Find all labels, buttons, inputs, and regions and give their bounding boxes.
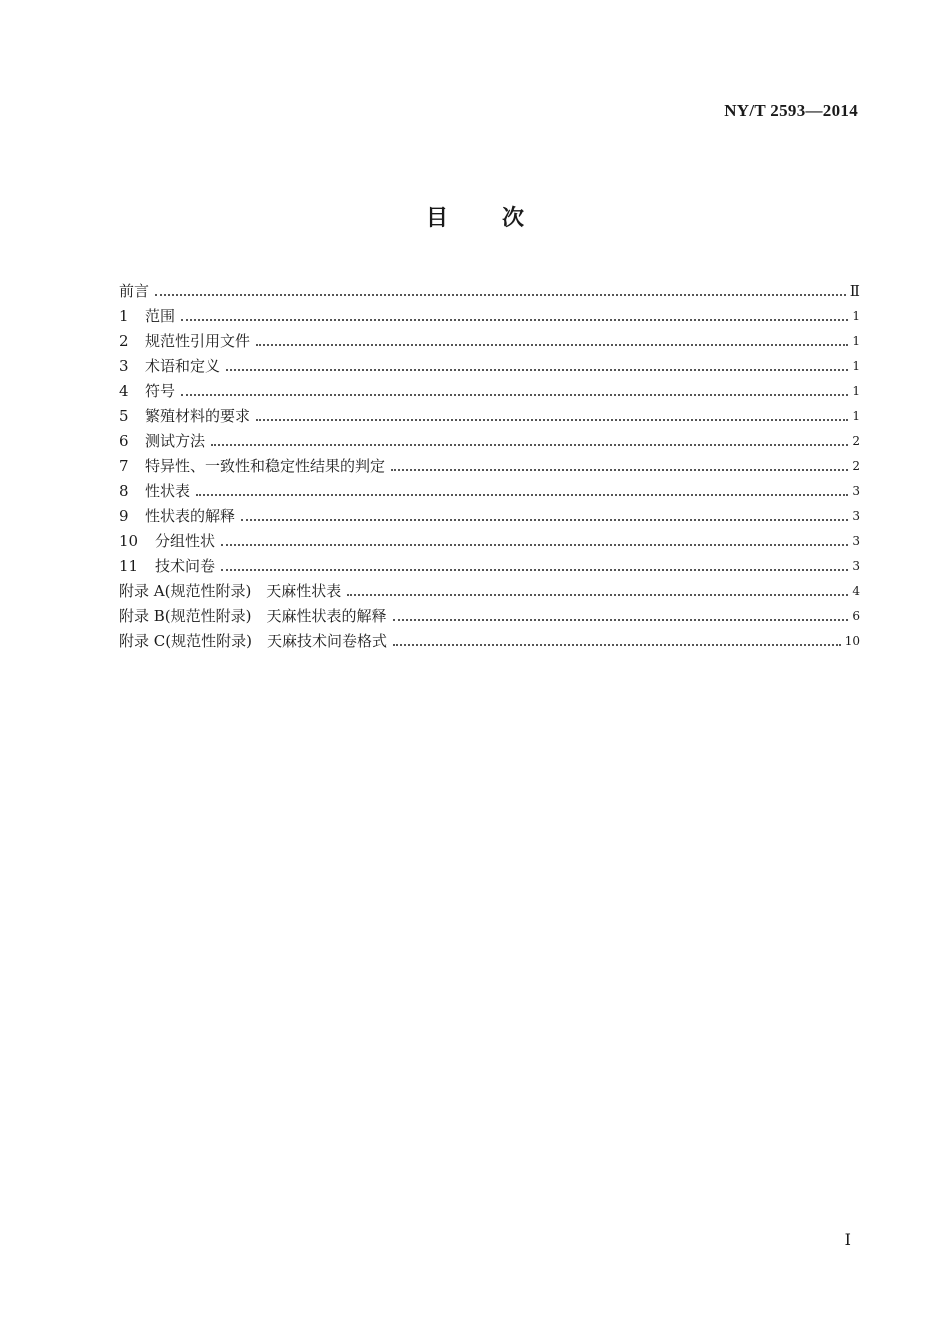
dot-leader xyxy=(181,394,848,396)
toc-entry-page: 10 xyxy=(844,634,860,648)
toc-entry-terms-definitions[interactable] xyxy=(119,351,860,376)
toc-entry-number: 1 xyxy=(119,307,129,325)
toc-entry-number: 11 xyxy=(119,557,139,575)
toc-entry-text: 性状表 xyxy=(145,482,191,500)
toc-entry-text: 特异性、一致性和稳定性结果的判定 xyxy=(145,457,386,475)
toc-entry-text: 测试方法 xyxy=(145,432,206,450)
toc-entry-annex-c[interactable] xyxy=(119,626,860,651)
toc-entry-normative-references[interactable] xyxy=(119,326,860,351)
toc-entry-text: 繁殖材料的要求 xyxy=(145,407,251,425)
dot-leader xyxy=(241,519,848,521)
dot-leader xyxy=(256,344,848,346)
toc-entry-page: 2 xyxy=(852,459,860,473)
toc-entry-page: 1 xyxy=(852,334,860,348)
toc-entry-page: 3 xyxy=(852,509,860,523)
toc-entry-number: 3 xyxy=(119,357,129,375)
toc-entry-page: 2 xyxy=(852,434,860,448)
dot-leader xyxy=(221,544,848,546)
toc-entry-page: 3 xyxy=(852,559,860,573)
toc-entry-number: 6 xyxy=(119,432,129,450)
toc-entry-text: 分组性状 xyxy=(155,532,216,550)
toc-entry-text: 符号 xyxy=(145,382,176,400)
toc-entry-foreword[interactable] xyxy=(119,276,860,301)
toc-title-part2: 次 xyxy=(502,206,525,231)
dot-leader xyxy=(211,444,848,446)
dot-leader xyxy=(393,644,841,646)
toc-entry-dus-assessment[interactable] xyxy=(119,451,860,476)
document-code: NY/T 2593—2014 xyxy=(724,101,858,120)
toc-entry-characteristics-table[interactable] xyxy=(119,476,860,501)
dot-leader xyxy=(347,594,848,596)
dot-leader xyxy=(196,494,848,496)
toc-entry-number: 9 xyxy=(119,507,129,525)
toc-entry-number: 8 xyxy=(119,482,129,500)
toc-title xyxy=(0,201,950,232)
dot-leader xyxy=(391,469,848,471)
toc-entry-page: 6 xyxy=(852,609,860,623)
toc-entry-page: 1 xyxy=(852,409,860,423)
dot-leader xyxy=(226,369,848,371)
toc-entry-annex-a[interactable] xyxy=(119,576,860,601)
toc-entry-text: 技术问卷 xyxy=(155,557,216,575)
dot-leader xyxy=(221,569,848,571)
toc-entry-page: 1 xyxy=(852,309,860,323)
toc-entry-number: 2 xyxy=(119,332,129,350)
toc-entry-propagating-material[interactable] xyxy=(119,401,860,426)
toc-entry-page: 4 xyxy=(852,584,860,598)
toc-entry-grouping-characteristics[interactable] xyxy=(119,526,860,551)
toc-entry-text: 附录 A(规范性附录) 天麻性状表 xyxy=(119,582,342,600)
toc-entry-number: 7 xyxy=(119,457,129,475)
toc-entry-number: 5 xyxy=(119,407,129,425)
toc-entry-text: 术语和定义 xyxy=(145,357,221,375)
toc-entry-number: 4 xyxy=(119,382,129,400)
toc-entry-text: 规范性引用文件 xyxy=(145,332,251,350)
toc-entry-page: 1 xyxy=(852,384,860,398)
dot-leader xyxy=(155,294,846,296)
page-number: I xyxy=(844,1230,851,1249)
toc-entry-text: 前言 xyxy=(119,282,150,300)
dot-leader xyxy=(256,419,848,421)
toc-entry-technical-questionnaire[interactable] xyxy=(119,551,860,576)
toc-entry-page: 1 xyxy=(852,359,860,373)
toc-entry-page: Ⅱ xyxy=(849,282,860,300)
dot-leader xyxy=(181,319,848,321)
toc-entry-number: 10 xyxy=(119,532,139,550)
toc-entry-scope[interactable] xyxy=(119,301,860,326)
toc-entry-page: 3 xyxy=(852,484,860,498)
dot-leader xyxy=(393,619,849,621)
toc-entry-text: 范围 xyxy=(145,307,176,325)
toc-entry-annex-b[interactable] xyxy=(119,601,860,626)
toc-title-part1: 目 xyxy=(425,206,448,231)
toc-entry-text: 性状表的解释 xyxy=(145,507,236,525)
toc-entry-table-explanation[interactable] xyxy=(119,501,860,526)
toc-entry-page: 3 xyxy=(852,534,860,548)
toc-entry-text: 附录 C(规范性附录) 天麻技术问卷格式 xyxy=(119,632,387,650)
toc-entry-text: 附录 B(规范性附录) 天麻性状表的解释 xyxy=(119,607,387,625)
toc-entry-symbols[interactable] xyxy=(119,376,860,401)
toc-list xyxy=(119,276,860,651)
toc-entry-test-methods[interactable] xyxy=(119,426,860,451)
